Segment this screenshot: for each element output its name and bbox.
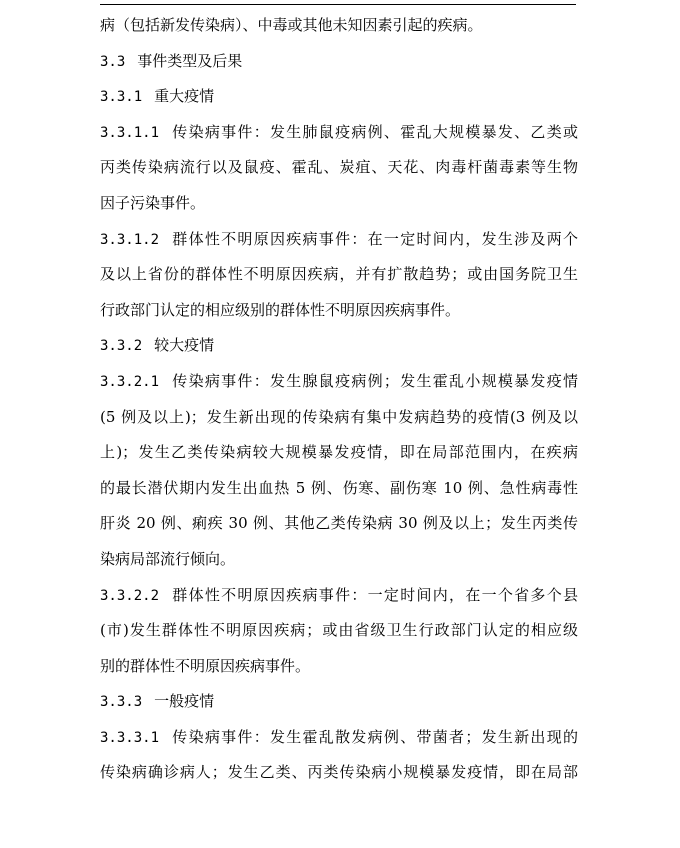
section-title: 较大疫情 [154, 336, 215, 355]
body-line [100, 8, 578, 44]
clause-number: 3.3.1.1 [100, 124, 160, 141]
body-line [100, 257, 578, 293]
line-text: 传染病事件：发生肺鼠疫病例、霍乱大规模暴发、乙类或 [171, 122, 578, 141]
body-line [100, 150, 578, 186]
line-text: 肝炎 20 例、痢疾 30 例、其他乙类传染病 30 例及以上；发生丙类传 [100, 514, 578, 533]
body-line [100, 435, 578, 471]
line-text: (5 例及以上)；发生新出现的传染病有集中发病趋势的疫情(3 例及以 [100, 407, 578, 426]
section-number: 3.3.3 [100, 694, 143, 711]
body-line [100, 542, 578, 578]
line-text: 丙类传染病流行以及鼠疫、霍乱、炭疽、天花、肉毒杆菌毒素等生物 [100, 158, 578, 177]
clause-number: 3.3.2.1 [100, 373, 160, 390]
line-text: 群体性不明原因疾病事件：在一定时间内，发生涉及两个 [171, 229, 578, 248]
section-title: 事件类型及后果 [137, 51, 243, 70]
subsection-heading [100, 79, 578, 115]
clause-number: 3.3.1.2 [100, 231, 160, 248]
line-text: 传染病事件：发生霍乱散发病例、带菌者；发生新出现的 [171, 727, 578, 746]
section-heading [100, 44, 578, 80]
line-text: 病（包括新发传染病）、中毒或其他未知因素引起的疾病。 [100, 16, 483, 34]
clause-line [100, 115, 578, 151]
line-text: 因子污染事件。 [100, 193, 206, 212]
line-text: 的最长潜伏期内发生出血热 5 例、伤寒、副伤寒 10 例、急性病毒性 [100, 478, 578, 497]
line-text: 别的群体性不明原因疾病事件。 [100, 656, 311, 675]
subsection-heading [100, 328, 578, 364]
line-text: 染病局部流行倾向。 [100, 549, 236, 568]
section-number: 3.3 [100, 53, 126, 70]
clause-line [100, 222, 578, 258]
section-title: 重大疫情 [154, 87, 215, 106]
line-text: 传染病事件：发生腺鼠疫病例；发生霍乱小规模暴发疫情 [171, 371, 578, 390]
clause-number: 3.3.2.2 [100, 587, 160, 604]
section-title: 一般疫情 [154, 692, 215, 711]
section-number: 3.3.1 [100, 89, 143, 106]
body-line [100, 186, 578, 222]
body-line [100, 755, 578, 791]
clause-line [100, 578, 578, 614]
clause-line [100, 720, 578, 756]
body-line [100, 649, 578, 685]
header-rule [100, 4, 576, 5]
document-page [100, 8, 578, 791]
line-text: 传染病确诊病人；发生乙类、丙类传染病小规模暴发疫情，即在局部 [100, 763, 578, 782]
subsection-heading [100, 684, 578, 720]
clause-line [100, 364, 578, 400]
line-text: (市)发生群体性不明原因疾病；或由省级卫生行政部门认定的相应级 [100, 621, 578, 640]
body-line [100, 400, 578, 436]
body-line [100, 293, 578, 329]
clause-number: 3.3.3.1 [100, 729, 160, 746]
line-text: 行政部门认定的相应级别的群体性不明原因疾病事件。 [100, 300, 461, 319]
body-line [100, 506, 578, 542]
line-text: 及以上省份的群体性不明原因疾病，并有扩散趋势；或由国务院卫生 [100, 265, 578, 284]
line-text: 上)；发生乙类传染病较大规模暴发疫情，即在局部范围内，在疾病 [100, 443, 578, 462]
body-line [100, 613, 578, 649]
body-line [100, 471, 578, 507]
section-number: 3.3.2 [100, 338, 143, 355]
line-text: 群体性不明原因疾病事件：一定时间内，在一个省多个县 [171, 585, 578, 604]
